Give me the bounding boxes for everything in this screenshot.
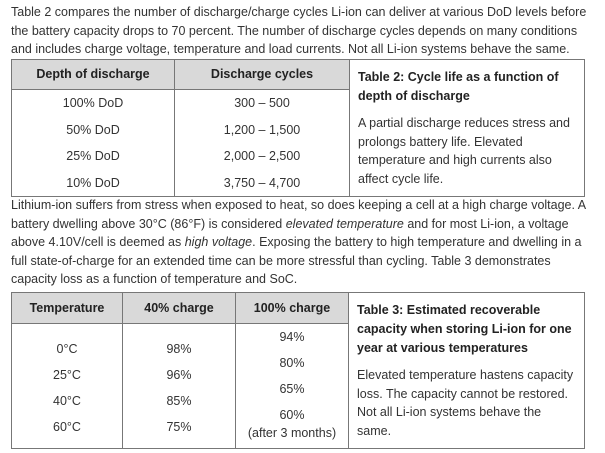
list-item: 75% [166,419,192,434]
dod-cell: 25% DoD [12,143,175,170]
list-item: 98% [166,341,192,356]
list-item: 0°C [56,341,78,356]
table-3-caption: Table 3: Estimated recoverable capacity when storing Li-ion for one year at various temperatures [357,303,572,355]
table-2-note [350,60,585,197]
header-100-charge: 100% charge [236,293,349,324]
header-temperature: Temperature [12,293,123,324]
cycles-cell: 1,200 – 1,500 [175,116,350,143]
list-item: 85% [166,393,192,408]
header-40-charge: 40% charge [123,293,236,324]
table-2 [11,59,585,197]
list-item: 96% [166,367,192,382]
list-item: 80% [279,355,305,370]
header-depth-of-discharge: Depth of discharge [12,60,175,90]
table-2-caption: Table 2: Cycle life as a function of depth of discharge [358,70,559,103]
cycles-cell: 2,000 – 2,500 [175,143,350,170]
list-item-suffix: (after 3 months) [247,425,337,440]
list-item: 94% [279,329,305,344]
dod-cell: 100% DoD [12,89,175,116]
list-item: 65% [279,381,305,396]
charge-100-column [236,323,349,448]
high-voltage-emphasis: high voltage [184,235,253,249]
intro-paragraph: Table 2 compares the number of discharge/charge cycles Li-ion can deliver at various DoD levels before the battery capacity drops to 70 percent. The number of discharge cycles depends on many conditions and includes charge voltage, temperature and load currents. Not all Li-ion systems behave the same. [11,5,587,56]
middle-paragraph: Lithium-ion suffers from stress when exposed to heat, so does keeping a cell at a high charge voltage. A battery dwelling above 30°C (86°F) is considered elevated temperature and for most Li-ion, a voltage above 4.10V/cell is deemed as high voltage. Exposing the battery to high temperature and dwelling in a full state-of-charge for an extended time can be more stressful than cycling. Table 3 demonstrates capacity loss as a function of temperature and SoC. [11,198,586,286]
table-3-note [349,293,585,449]
temperature-column [12,323,123,448]
charge-40-column [123,323,236,448]
list-item: 60% [279,407,305,422]
table-3 [11,292,585,449]
list-item: 60°C [53,419,81,434]
table-2-description: A partial discharge reduces stress and prolongs battery life. Elevated temperature and high currents also affect cycle life. [358,116,570,186]
header-discharge-cycles: Discharge cycles [175,60,350,90]
list-item: 40°C [53,393,81,408]
dod-cell: 50% DoD [12,116,175,143]
cycles-cell: 300 – 500 [175,89,350,116]
table-3-description: Elevated temperature hastens capacity loss. The capacity cannot be restored. Not all Li-ion systems behave the same. [357,368,574,438]
list-item: 25°C [53,367,81,382]
dod-cell: 10% DoD [12,170,175,197]
elevated-temperature-emphasis: elevated temperature [285,216,404,231]
cycles-cell: 3,750 – 4,700 [175,170,350,197]
